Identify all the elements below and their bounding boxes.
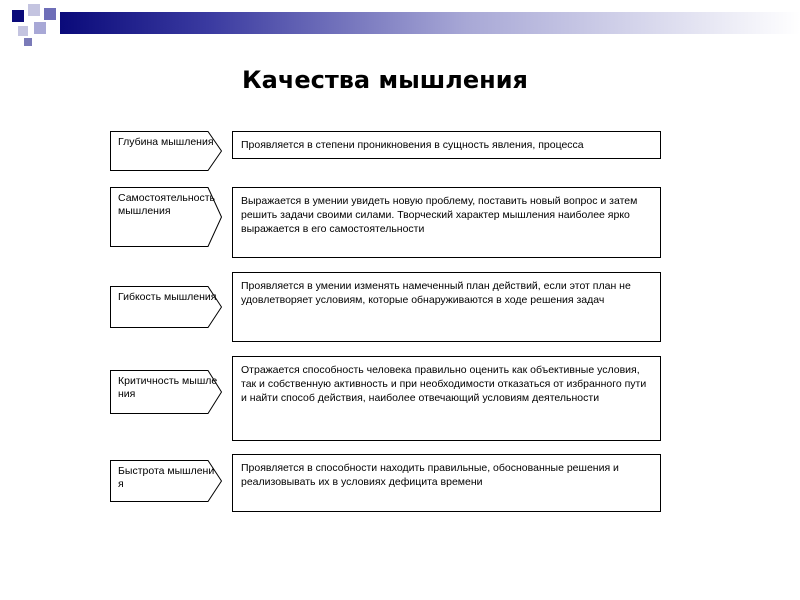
quality-label: Критичность мышления (118, 375, 218, 400)
decor-square (28, 4, 40, 16)
quality-label: Быстрота мышления (118, 465, 215, 490)
quality-label: Глубина мышления (118, 136, 214, 148)
decor-square (44, 8, 56, 20)
decor-square (12, 10, 24, 22)
quality-description-box: Отражается способность человека правильно оценить как объективные условия, так и собственную активность и при необходимости отказаться от избранного пути и найти способ действия, наиболее отвечающий условиям деятельности (232, 356, 661, 441)
quality-description-box: Проявляется в степени проникновения в сущность явления, процесса (232, 131, 661, 159)
quality-label: Гибкость мышления (118, 291, 217, 303)
quality-label-box (110, 370, 222, 414)
quality-label-box (110, 460, 222, 502)
quality-description-box: Выражается в умении увидеть новую проблему, поставить новый вопрос и затем решить задачи своими силами. Творческий характер мышления наиболее ярко выражается в его самостоятельности (232, 187, 661, 258)
page-title: Качества мышления (242, 66, 528, 94)
quality-description-box: Проявляется в способности находить правильные, обоснованные решения и реализовывать их в условиях дефицита времени (232, 454, 661, 512)
quality-label: Самостоятельность мышления (118, 192, 216, 217)
quality-label-box (110, 187, 222, 247)
quality-label-box (110, 286, 222, 328)
decor-square (24, 38, 32, 46)
header-gradient-bar (60, 12, 800, 34)
quality-label-box (110, 131, 222, 171)
quality-description-box: Проявляется в умении изменять намеченный план действий, если этот план не удовлетворяет условиям, которые обнаруживаются в ходе решения задач (232, 272, 661, 342)
decor-square (34, 22, 46, 34)
decor-square (18, 26, 28, 36)
